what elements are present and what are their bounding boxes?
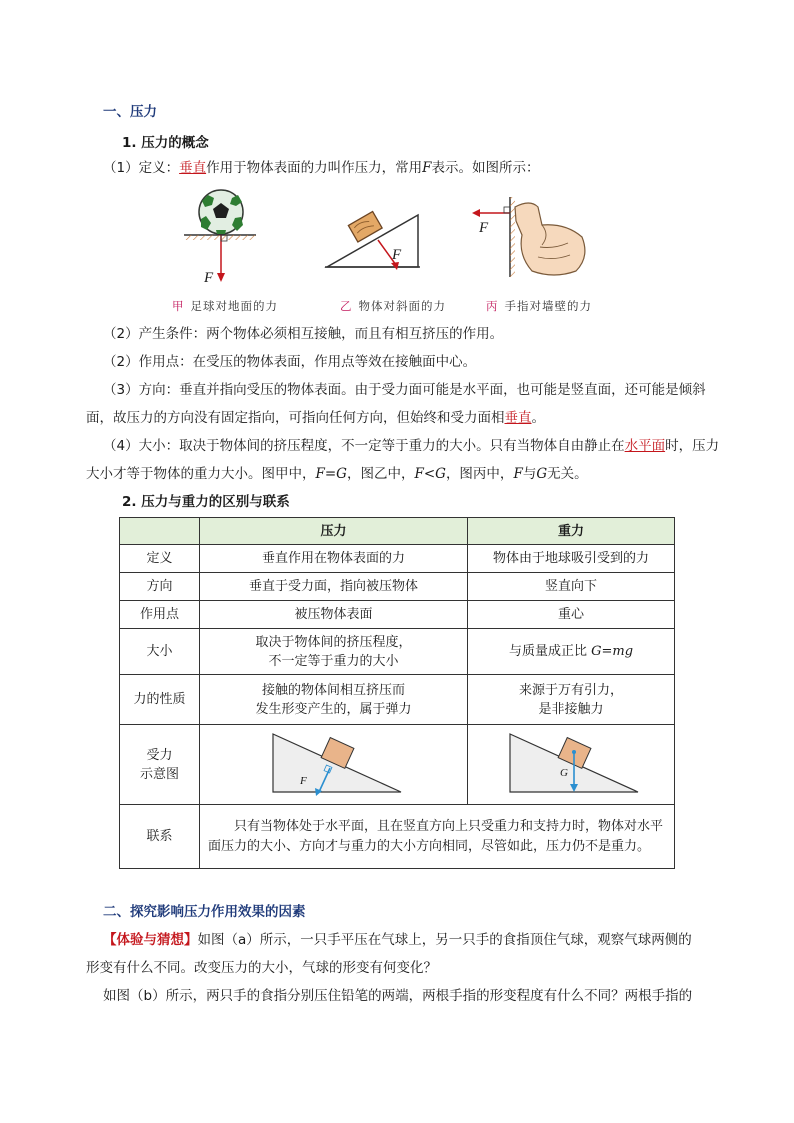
force-label-F-c: F	[479, 220, 489, 236]
subtitle-comparison: 2. 压力与重力的区别与联系	[122, 494, 290, 510]
table-row: 定义 垂直作用在物体表面的力 物体由于地球吸引受到的力	[120, 545, 675, 573]
pressure-force-diagram	[259, 726, 409, 798]
definition-line: （1）定义：垂直作用于物体表面的力叫作压力，常用F表示。如图所示：	[103, 160, 540, 176]
caption-b: 乙 物体对斜面的力	[340, 299, 446, 313]
pencil-paragraph: 如图（b）所示，两只手的食指分别压住铅笔的两端，两根手指的形变程度有什么不同？两根手指的	[103, 988, 693, 1004]
diagram-label-F: F	[299, 774, 307, 787]
table-row: 力的性质 接触的物体间相互挤压而 发生形变产生的，属于弹力 来源于万有引力， 是非接触力	[120, 675, 675, 725]
gravity-force-diagram	[496, 726, 646, 798]
table-row: 联系 只有当物体处于水平面，且在竖直方向上只受重力和支持力时，物体对水平面压力的大小、方向才与重力的大小方向相同，尽管如此，压力仍不是重力。	[120, 805, 675, 869]
football-diagram	[184, 190, 256, 286]
table-row: 方向 垂直于受力面，指向被压物体 竖直向下	[120, 573, 675, 601]
caption-a: 甲 足球对地面的力	[172, 299, 278, 313]
pressure-figure	[170, 185, 620, 295]
experience-paragraph: 【体验与猜想】如图（a）所示，一只手平压在气球上，另一只手的食指顶住气球，观察气球两侧的 形变有什么不同。改变压力的大小，气球的形变有何变化？	[86, 932, 692, 976]
table-header-pressure: 压力	[200, 518, 468, 545]
table-row: 大小 取决于物体间的挤压程度， 不一定等于重力的大小 与质量成正比 G=mg	[120, 629, 675, 675]
keyword-vertical: 垂直	[179, 160, 207, 176]
caption-c: 丙 手指对墙壁的力	[486, 299, 592, 313]
comparison-table	[119, 517, 675, 869]
action-point-line: （2）作用点：在受压的物体表面，作用点等效在接触面中心。	[103, 354, 477, 370]
condition-line: （2）产生条件：两个物体必须相互接触，而且有相互挤压的作用。	[103, 326, 504, 342]
incline-diagram	[325, 212, 420, 270]
diagram-label-G: G	[560, 766, 568, 779]
table-header-empty	[120, 518, 200, 545]
section-title-pressure: 一、压力	[103, 104, 157, 120]
table-row: 作用点 被压物体表面 重心	[120, 601, 675, 629]
table-header-row	[120, 518, 675, 545]
table-header-gravity: 重力	[468, 518, 675, 545]
force-label-F-a: F	[204, 270, 214, 286]
magnitude-paragraph: （4）大小：取决于物体间的挤压程度，不一定等于重力的大小。只有当物体自由静止在水平面时，压力 大小才等于物体的重力大小。图甲中，F=G，图乙中，F<G，图丙中，F与G无关。	[86, 438, 720, 482]
subtitle-concept: 1. 压力的概念	[122, 135, 209, 151]
force-label-F-b: F	[392, 247, 402, 263]
section-title-effects: 二、探究影响压力作用效果的因素	[103, 904, 306, 920]
table-row: 受力 示意图 F G	[120, 725, 675, 805]
finger-wall-diagram	[472, 197, 585, 277]
direction-paragraph: （3）方向：垂直并指向受压的物体表面。由于受力面可能是水平面，也可能是竖直面，还可能是倾斜 面，故压力的方向没有固定指向，可指向任何方向，但始终和受力面相垂直。	[86, 382, 706, 426]
